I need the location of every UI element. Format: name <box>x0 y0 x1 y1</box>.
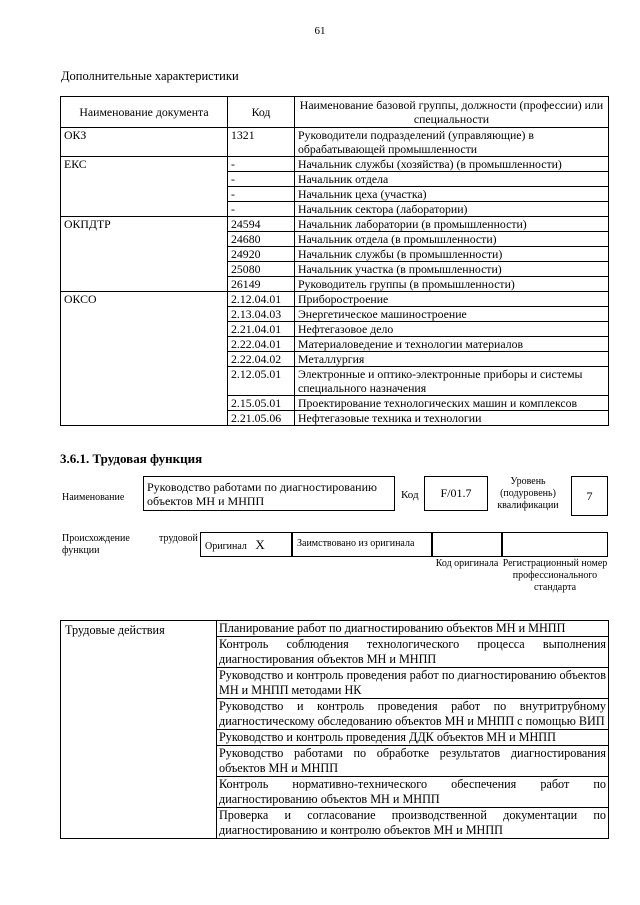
original-label: Оригинал <box>205 541 247 552</box>
document-cell: ОКЗ <box>61 128 228 157</box>
additional-characteristics-table <box>60 96 609 426</box>
code-cell: 2.12.05.01 <box>228 367 295 396</box>
header-name: Наименование базовой группы, должности (профессии) или специальности <box>295 97 609 128</box>
code-cell: 2.13.04.03 <box>228 307 295 322</box>
header-code: Код <box>228 97 295 128</box>
action-cell: Руководство и контроль проведения работ по диагностированию объектов МН и МНПП методами НК <box>217 668 609 699</box>
action-cell: Руководство и контроль проведения работ по внутритрубному диагностическому обследованию объектов МН и МНПП с помощью ВИП <box>217 699 609 730</box>
table-header-row <box>61 97 609 128</box>
code-cell: 26149 <box>228 277 295 292</box>
level-box: 7 <box>571 476 608 516</box>
table-row <box>61 128 609 157</box>
code-cell: - <box>228 172 295 187</box>
document-cell: ЕКС <box>61 157 228 217</box>
code-cell: 2.21.04.01 <box>228 322 295 337</box>
table-row <box>61 292 609 307</box>
name-cell: Руководители подразделений (управляющие) в обрабатывающей промышленности <box>295 128 609 157</box>
original-mark: X <box>255 537 265 552</box>
name-cell: Электронные и оптико-электронные приборы и системы специального назначения <box>295 367 609 396</box>
code-cell: 25080 <box>228 262 295 277</box>
action-cell: Руководство и контроль проведения ДДК объектов МН и МНПП <box>217 730 609 746</box>
name-cell: Начальник службы (хозяйства) (в промышленности) <box>295 157 609 172</box>
code-cell: 2.22.04.01 <box>228 337 295 352</box>
name-cell: Металлургия <box>295 352 609 367</box>
origin-label-3: функции <box>62 545 100 556</box>
code-cell: - <box>228 202 295 217</box>
page-number: 61 <box>314 25 326 37</box>
code-cell: 2.15.05.01 <box>228 396 295 411</box>
origin-label: Происхождение <box>62 533 130 544</box>
original-cell <box>200 532 292 557</box>
orig-code-cell <box>432 532 502 557</box>
name-cell: Начальник отдела <box>295 172 609 187</box>
origin-label-2: трудовой <box>159 533 198 544</box>
name-cell: Начальник службы (в промышленности) <box>295 247 609 262</box>
name-cell: Нефтегазовое дело <box>295 322 609 337</box>
table-row <box>61 157 609 172</box>
function-title: 3.6.1. Трудовая функция <box>60 451 203 466</box>
table-row <box>61 621 609 637</box>
name-cell: Начальник цеха (участка) <box>295 187 609 202</box>
name-cell: Приборостроение <box>295 292 609 307</box>
code-cell: 1321 <box>228 128 295 157</box>
section-heading: Дополнительные характеристики <box>61 69 239 83</box>
reg-number-label: Регистрационный номер профессионального стандарта <box>502 558 608 593</box>
name-cell: Энергетическое машиностроение <box>295 307 609 322</box>
code-cell: 2.21.05.06 <box>228 411 295 426</box>
code-cell: - <box>228 157 295 172</box>
name-cell: Руководитель группы (в промышленности) <box>295 277 609 292</box>
function-name-box: Руководство работами по диагностированию объектов МН и МНПП <box>143 476 395 511</box>
orig-code-label: Код оригинала <box>435 558 499 569</box>
header-document: Наименование документа <box>61 97 228 128</box>
name-cell: Проектирование технологических машин и комплексов <box>295 396 609 411</box>
name-cell: Начальник отдела (в промышленности) <box>295 232 609 247</box>
action-cell: Контроль соблюдения технологического процесса выполнения диагностирования объектов МН и МНПП <box>217 637 609 668</box>
level-label: Уровень (подуровень) квалификации <box>497 476 559 511</box>
name-label: Наименование <box>62 492 125 503</box>
name-cell: Начальник сектора (лаборатории) <box>295 202 609 217</box>
code-label: Код <box>401 489 419 501</box>
reg-number-cell <box>502 532 608 557</box>
document-cell: ОКПДТР <box>61 217 228 292</box>
action-cell: Планирование работ по диагностированию объектов МН и МНПП <box>217 621 609 637</box>
code-cell: 24920 <box>228 247 295 262</box>
action-cell: Проверка и согласование производственной документации по диагностированию и контролю объектов МН и МНПП <box>217 808 609 839</box>
action-cell: Контроль нормативно-технического обеспечения работ по диагностированию объектов МН и МНПП <box>217 777 609 808</box>
code-cell: 2.12.04.01 <box>228 292 295 307</box>
code-cell: 24594 <box>228 217 295 232</box>
action-cell: Руководство работами по обработке результатов диагностирования объектов МН и МНПП <box>217 746 609 777</box>
document-cell: ОКСО <box>61 292 228 426</box>
function-code-box: F/01.7 <box>424 476 488 511</box>
borrowed-cell: Заимствовано из оригинала <box>292 532 432 557</box>
code-cell: 2.22.04.02 <box>228 352 295 367</box>
name-cell: Начальник участка (в промышленности) <box>295 262 609 277</box>
actions-header-cell: Трудовые действия <box>61 621 217 839</box>
name-cell: Начальник лаборатории (в промышленности) <box>295 217 609 232</box>
code-cell: - <box>228 187 295 202</box>
labor-actions-table <box>60 620 609 839</box>
name-cell: Материаловедение и технологии материалов <box>295 337 609 352</box>
code-cell: 24680 <box>228 232 295 247</box>
name-cell: Нефтегазовые техника и технологии <box>295 411 609 426</box>
table-row <box>61 217 609 232</box>
